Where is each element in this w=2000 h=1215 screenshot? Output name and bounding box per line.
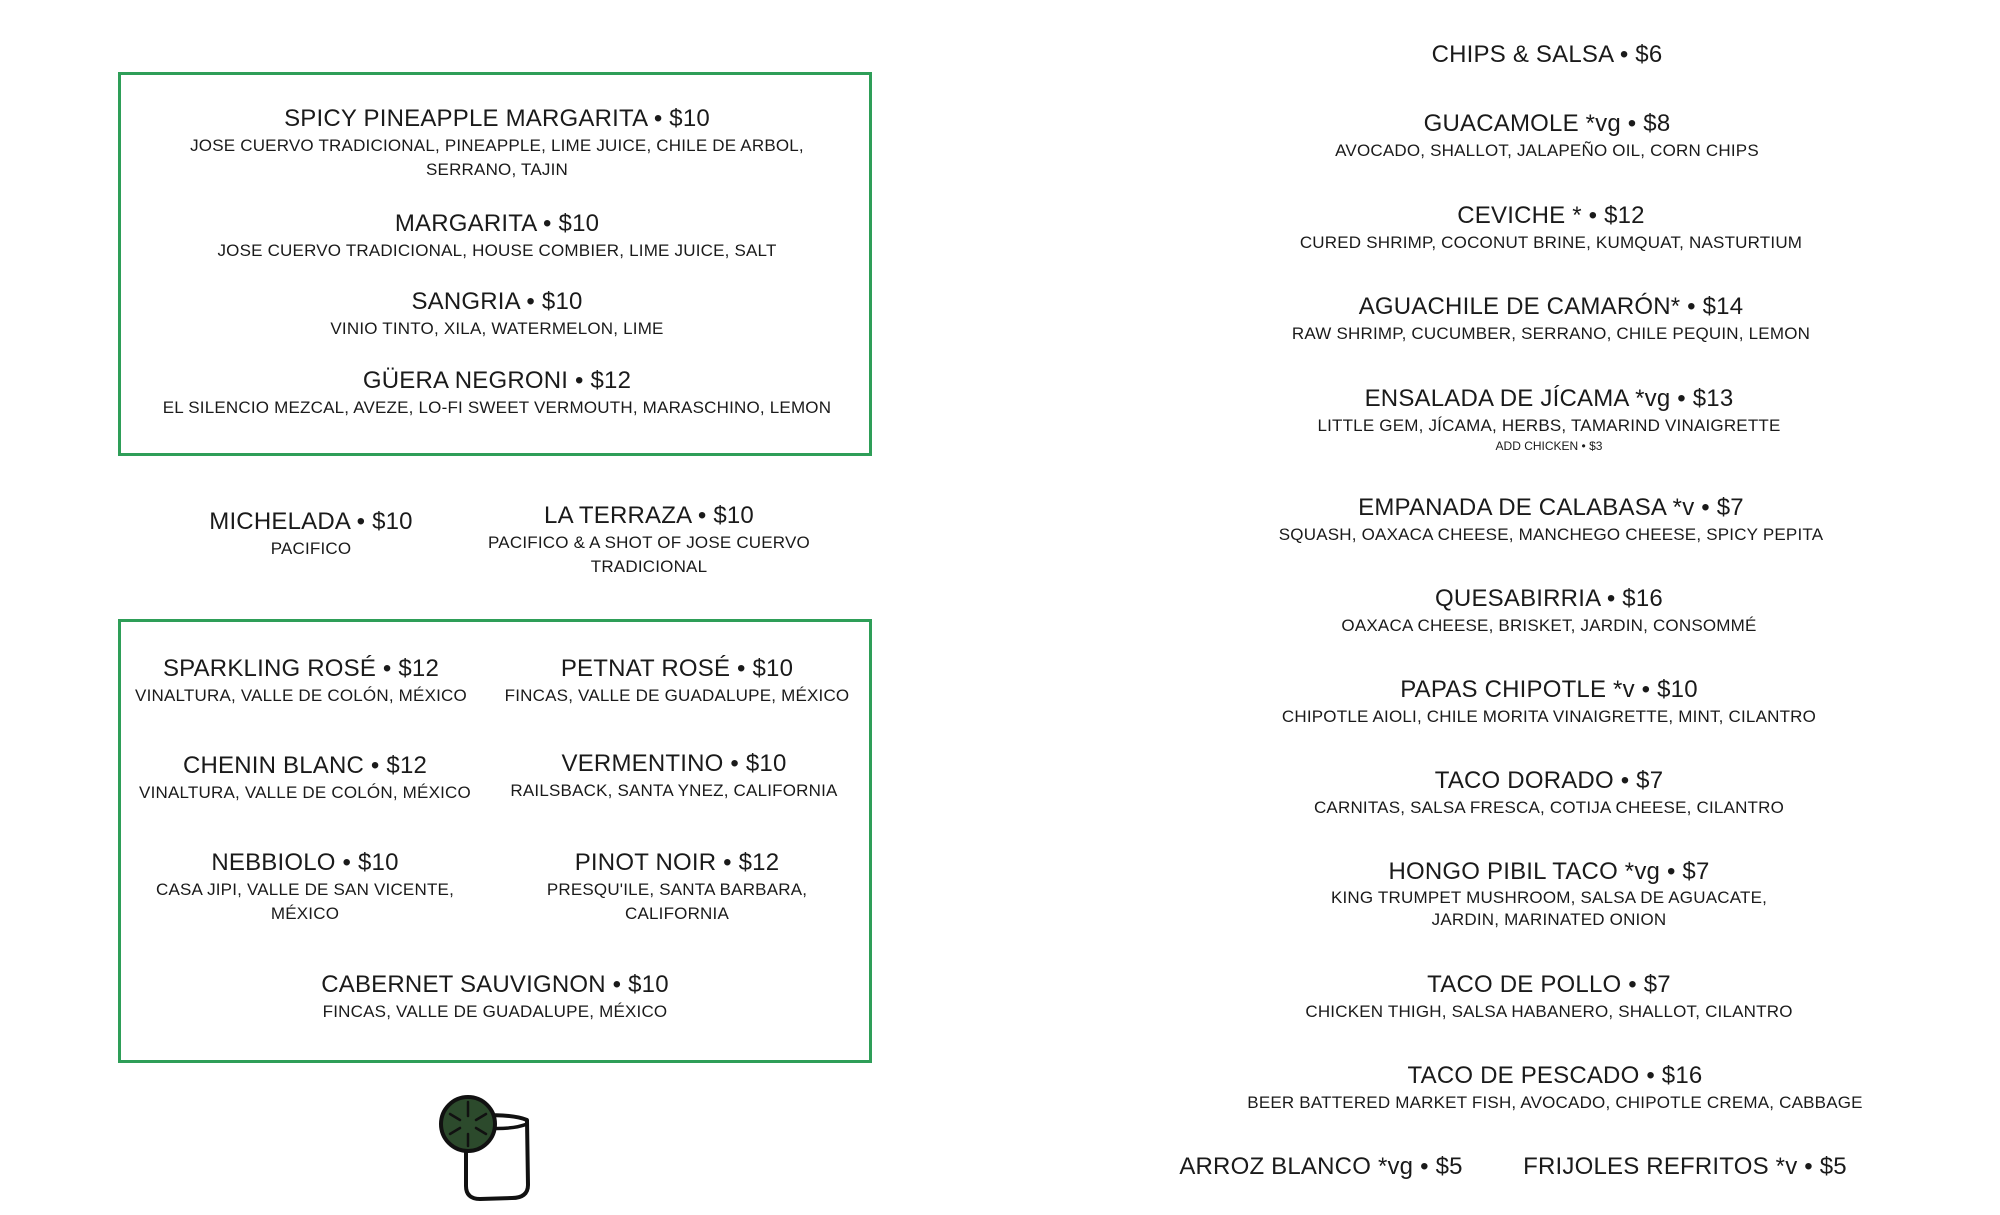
glass-with-lime-icon — [432, 1090, 552, 1210]
item-name: SPICY PINEAPPLE MARGARITA • $10 — [284, 105, 710, 132]
menu-item — [1197, 40, 1897, 70]
item-name: QUESABIRRIA • $16 — [1435, 585, 1663, 612]
menu-item — [127, 366, 867, 420]
menu-item — [1201, 493, 1901, 547]
menu-item — [497, 654, 857, 708]
item-desc: JOSE CUERVO TRADICIONAL, HOUSE COMBIER, LIME JUICE, SALT — [217, 241, 777, 260]
item-desc: PACIFICO & A SHOT OF JOSE CUERVO TRADICIONAL — [488, 533, 810, 576]
menu-item — [255, 970, 735, 1024]
menu-item — [1199, 970, 1899, 1024]
item-desc: PACIFICO — [270, 539, 352, 558]
item-desc: FINCAS, VALLE DE GUADALUPE, MÉXICO — [322, 1002, 668, 1021]
menu-item — [137, 209, 857, 263]
item-name: ENSALADA DE JÍCAMA *vg • $13 — [1364, 385, 1734, 412]
item-name: HONGO PIBIL TACO *vg • $7 — [1388, 858, 1710, 885]
item-desc: RAW SHRIMP, CUCUMBER, SERRANO, CHILE PEQUIN, LEMON — [1291, 324, 1811, 343]
menu-item — [1199, 675, 1899, 729]
menu-item — [133, 751, 478, 805]
item-desc: VINIO TINTO, XILA, WATERMELON, LIME — [330, 319, 664, 338]
item-desc: JOSE CUERVO TRADICIONAL, PINEAPPLE, LIME JUICE, CHILE DE ARBOL, SERRANO, TAJIN — [190, 136, 804, 179]
menu-item — [497, 848, 857, 926]
menu-item — [1199, 584, 1899, 638]
item-name: PETNAT ROSÉ • $10 — [560, 655, 794, 682]
item-name: GUACAMOLE *vg • $8 — [1423, 110, 1671, 137]
item-name: GÜERA NEGRONI • $12 — [362, 367, 632, 394]
item-name: MARGARITA • $10 — [394, 210, 600, 237]
item-name: NEBBIOLO • $10 — [211, 849, 399, 876]
item-desc: EL SILENCIO MEZCAL, AVEZE, LO-FI SWEET VERMOUTH, MARASCHINO, LEMON — [162, 398, 832, 417]
item-name: TACO DE POLLO • $7 — [1427, 971, 1671, 998]
item-addon: ADD CHICKEN • $3 — [1495, 439, 1603, 453]
menu-item — [494, 749, 854, 803]
menu-item — [1505, 1152, 1865, 1182]
item-desc: CHIPOTLE AIOLI, CHILE MORITA VINAIGRETTE, MINT, CILANTRO — [1281, 707, 1817, 726]
item-name: VERMENTINO • $10 — [561, 750, 787, 777]
item-desc: CARNITAS, SALSA FRESCA, COTIJA CHEESE, CILANTRO — [1313, 798, 1785, 817]
item-desc: CHICKEN THIGH, SALSA HABANERO, SHALLOT, CILANTRO — [1305, 1002, 1793, 1021]
item-name: FRIJOLES REFRITOS *v • $5 — [1523, 1153, 1847, 1180]
item-desc: LITTLE GEM, JÍCAMA, HERBS, TAMARIND VINAIGRETTE — [1317, 416, 1781, 435]
item-name: PAPAS CHIPOTLE *v • $10 — [1400, 676, 1698, 703]
menu-item — [133, 848, 478, 926]
menu-item — [1201, 201, 1901, 255]
item-name: EMPANADA DE CALABASA *v • $7 — [1358, 494, 1744, 521]
menu-item — [137, 104, 857, 182]
menu-item — [1199, 766, 1899, 820]
item-name: MICHELADA • $10 — [209, 508, 413, 535]
item-name: CABERNET SAUVIGNON • $10 — [321, 971, 669, 998]
item-desc: VINALTURA, VALLE DE COLÓN, MÉXICO — [139, 783, 471, 802]
item-name: CHENIN BLANC • $12 — [182, 752, 428, 779]
menu-item — [1197, 109, 1897, 163]
item-name: CEVICHE * • $12 — [1457, 202, 1645, 229]
item-name: SPARKLING ROSÉ • $12 — [162, 655, 440, 682]
item-desc: AVOCADO, SHALLOT, JALAPEÑO OIL, CORN CHIPS — [1335, 141, 1759, 160]
item-desc: SQUASH, OAXACA CHEESE, MANCHEGO CHEESE, SPICY PEPITA — [1278, 525, 1824, 544]
menu-item — [479, 501, 819, 579]
item-desc: CURED SHRIMP, COCONUT BRINE, KUMQUAT, NASTURTIUM — [1299, 233, 1803, 252]
item-desc: PRESQU'ILE, SANTA BARBARA, CALIFORNIA — [546, 880, 808, 923]
item-name: PINOT NOIR • $12 — [574, 849, 780, 876]
menu-item — [129, 654, 474, 708]
item-name: LA TERRAZA • $10 — [544, 502, 754, 529]
menu-item — [161, 507, 461, 561]
item-desc: FINCAS, VALLE DE GUADALUPE, MÉXICO — [504, 686, 850, 705]
item-desc: OAXACA CHEESE, BRISKET, JARDIN, CONSOMMÉ — [1341, 616, 1757, 635]
item-desc: KING TRUMPET MUSHROOM, SALSA DE AGUACATE, JARDIN, MARINATED ONION — [1330, 888, 1768, 929]
item-desc: BEER BATTERED MARKET FISH, AVOCADO, CHIPOTLE CREMA, CABBAGE — [1247, 1093, 1863, 1112]
item-name: AGUACHILE DE CAMARÓN* • $14 — [1358, 293, 1744, 320]
menu-item — [1141, 1152, 1501, 1182]
item-name: CHIPS & SALSA • $6 — [1431, 41, 1663, 68]
menu-item — [1205, 1061, 1905, 1115]
menu-item — [1199, 857, 1899, 931]
menu-item — [1201, 292, 1901, 346]
item-name: TACO DE PESCADO • $16 — [1407, 1062, 1703, 1089]
item-desc: VINALTURA, VALLE DE COLÓN, MÉXICO — [135, 686, 467, 705]
item-desc: RAILSBACK, SANTA YNEZ, CALIFORNIA — [510, 781, 838, 800]
menu-item — [137, 287, 857, 341]
item-name: TACO DORADO • $7 — [1434, 767, 1664, 794]
menu-item — [1199, 384, 1899, 454]
item-name: SANGRIA • $10 — [411, 288, 583, 315]
item-name: ARROZ BLANCO *vg • $5 — [1179, 1153, 1463, 1180]
item-desc: CASA JIPI, VALLE DE SAN VICENTE, MÉXICO — [155, 880, 454, 923]
